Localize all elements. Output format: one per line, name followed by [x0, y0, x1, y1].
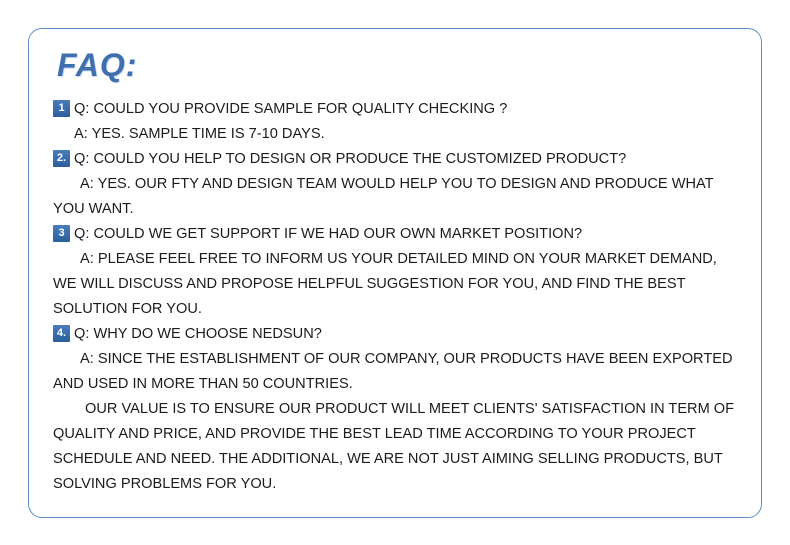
faq-question-line — [53, 322, 743, 347]
faq-number-badge: 1 — [53, 100, 70, 117]
faq-list — [53, 97, 743, 497]
page-title: FAQ: — [57, 47, 138, 83]
faq-card — [28, 28, 762, 518]
faq-item — [53, 97, 743, 147]
faq-question-line — [53, 147, 743, 172]
faq-answer-text: OUR VALUE IS TO ENSURE OUR PRODUCT WILL MEET CLIENTS' SATISFACTION IN TERM OF QUALITY AND PRICE, AND PROVIDE THE BEST LEAD TIME ACCORDING TO YOUR PROJECT SCHEDULE AND NEED. THE ADDITIONAL, WE ARE NOT JUST AIMING SELLING PRODUCTS, BUT SOLVING PROBLEMS FOR YOU. — [53, 401, 735, 492]
faq-number-badge: 2. — [53, 150, 70, 167]
faq-number-badge: 3 — [53, 225, 70, 242]
faq-item — [53, 222, 743, 322]
faq-question-text: Q: COULD WE GET SUPPORT IF WE HAD OUR OWN MARKET POSITION? — [74, 226, 583, 242]
faq-answer-text: A: PLEASE FEEL FREE TO INFORM US YOUR DETAILED MIND ON YOUR MARKET DEMAND, WE WILL DISCUSS AND PROPOSE HELPFUL SUGGESTION FOR YOU, AND FIND THE BEST SOLUTION FOR YOU. — [53, 251, 717, 317]
faq-question-text: Q: COULD YOU PROVIDE SAMPLE FOR QUALITY CHECKING ? — [74, 101, 508, 117]
faq-number-badge: 4. — [53, 325, 70, 342]
faq-answer-text: A: SINCE THE ESTABLISHMENT OF OUR COMPANY, OUR PRODUCTS HAVE BEEN EXPORTED AND USED IN MORE THAN 50 COUNTRIES. — [53, 351, 733, 392]
faq-item — [53, 322, 743, 497]
faq-answer-text: A: YES. SAMPLE TIME IS 7-10 DAYS. — [74, 126, 325, 142]
faq-answer-text: A: YES. OUR FTY AND DESIGN TEAM WOULD HELP YOU TO DESIGN AND PRODUCE WHAT YOU WANT. — [53, 176, 714, 217]
faq-item — [53, 147, 743, 222]
faq-question-text: Q: COULD YOU HELP TO DESIGN OR PRODUCE THE CUSTOMIZED PRODUCT? — [74, 151, 627, 167]
faq-question-line — [53, 97, 743, 122]
faq-question-line — [53, 222, 743, 247]
faq-question-text: Q: WHY DO WE CHOOSE NEDSUN? — [74, 326, 322, 342]
